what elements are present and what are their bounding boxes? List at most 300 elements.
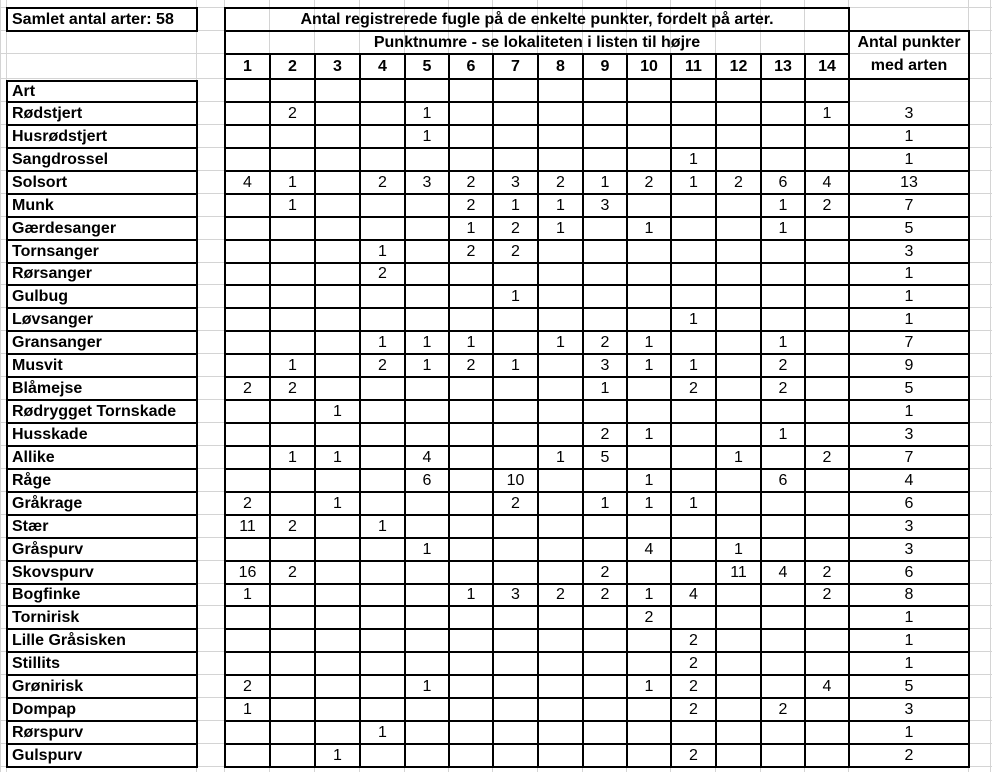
point-header-5[interactable]: 5 [422,57,432,75]
count-cell[interactable] [316,722,359,743]
count-cell[interactable]: 5 [600,448,610,466]
count-cell[interactable]: 2 [378,356,387,374]
count-cell[interactable] [450,401,492,422]
count-cell[interactable] [406,699,448,720]
species-name[interactable]: Gråkrage [12,494,83,512]
count-cell[interactable] [672,401,715,422]
count-cell[interactable] [450,699,492,720]
count-cell[interactable] [271,424,314,445]
count-cell[interactable] [271,149,314,170]
count-cell[interactable] [361,195,404,216]
species-name[interactable]: Allike [12,448,55,466]
count-cell[interactable] [450,149,492,170]
count-cell[interactable] [361,286,404,307]
count-cell[interactable] [406,630,448,651]
count-cell[interactable] [762,241,804,262]
count-cell[interactable] [316,424,359,445]
count-cell[interactable] [406,607,448,628]
species-name[interactable]: Løvsanger [12,310,93,328]
species-name[interactable]: Musvit [12,356,63,374]
count-cell[interactable] [628,286,670,307]
count-cell[interactable] [316,264,359,284]
count-cell[interactable] [628,745,670,766]
count-cell[interactable]: 1 [556,333,565,351]
count-cell[interactable] [584,607,626,628]
count-cell[interactable] [361,103,404,124]
count-cell[interactable] [450,745,492,766]
count-cell[interactable] [806,424,848,445]
count-cell[interactable]: 2 [378,265,387,282]
count-cell[interactable] [226,745,269,766]
point-header-13[interactable]: 13 [774,57,792,75]
species-name[interactable]: Skovspurv [12,563,94,581]
count-cell[interactable] [717,332,760,353]
points-count[interactable]: 5 [904,379,914,397]
count-cell[interactable] [494,516,537,537]
count-cell[interactable] [450,630,492,651]
count-cell[interactable]: 2 [466,196,476,214]
species-name[interactable]: Råge [12,471,52,489]
count-cell[interactable]: 1 [556,219,565,237]
count-cell[interactable]: 2 [644,173,654,191]
count-cell[interactable] [806,630,848,651]
count-cell[interactable] [717,378,760,399]
species-name[interactable]: Dompap [12,700,76,718]
count-cell[interactable] [628,516,670,537]
count-cell[interactable]: 3 [511,173,520,191]
count-cell[interactable] [361,126,404,147]
count-cell[interactable] [494,309,537,330]
count-cell[interactable] [450,676,492,697]
count-cell[interactable]: 1 [333,494,342,512]
count-cell[interactable] [584,149,626,170]
count-cell[interactable] [628,264,670,284]
count-cell[interactable] [316,195,359,216]
count-cell[interactable] [584,218,626,239]
count-cell[interactable]: 1 [689,356,698,374]
count-cell[interactable] [226,218,269,239]
count-cell[interactable]: 1 [600,173,610,191]
count-cell[interactable] [762,630,804,651]
count-cell[interactable]: 1 [644,425,654,443]
count-cell[interactable] [762,447,804,468]
point-header-11[interactable]: 11 [685,57,702,75]
count-cell[interactable] [361,218,404,239]
count-cell[interactable]: 2 [556,173,565,191]
count-cell[interactable]: 1 [778,196,788,214]
count-cell[interactable] [316,309,359,330]
count-cell[interactable] [226,195,269,216]
count-cell[interactable] [806,332,848,353]
count-cell[interactable] [628,309,670,330]
count-cell[interactable] [762,126,804,147]
count-cell[interactable]: 1 [422,333,432,351]
count-cell[interactable] [628,653,670,674]
points-count[interactable]: 13 [900,173,918,191]
count-cell[interactable] [539,264,582,284]
count-cell[interactable] [717,516,760,537]
count-cell[interactable] [717,241,760,262]
count-cell[interactable]: 4 [422,448,432,466]
species-name[interactable]: Lille Gråsisken [12,631,126,649]
count-cell[interactable] [628,630,670,651]
count-cell[interactable] [450,493,492,514]
count-cell[interactable] [717,607,760,628]
count-cell[interactable]: 1 [644,586,654,603]
count-cell[interactable] [494,562,537,583]
count-cell[interactable]: 2 [689,746,698,764]
count-cell[interactable]: 1 [333,746,342,764]
count-cell[interactable]: 1 [689,310,698,328]
count-cell[interactable]: 2 [243,494,252,512]
count-cell[interactable]: 2 [466,173,476,191]
count-cell[interactable]: 3 [511,586,520,603]
count-cell[interactable] [406,722,448,743]
count-cell[interactable] [672,103,715,124]
count-cell[interactable]: 1 [600,379,610,397]
count-cell[interactable]: 4 [689,586,698,603]
count-cell[interactable] [717,264,760,284]
count-cell[interactable] [271,539,314,560]
count-cell[interactable]: 1 [422,540,432,558]
species-name[interactable]: Tornsanger [12,242,99,260]
count-cell[interactable] [628,401,670,422]
count-cell[interactable] [494,424,537,445]
count-cell[interactable] [628,195,670,216]
count-cell[interactable] [806,493,848,514]
count-cell[interactable] [717,286,760,307]
count-cell[interactable] [494,630,537,651]
count-cell[interactable] [762,309,804,330]
count-cell[interactable] [226,355,269,376]
count-cell[interactable] [271,286,314,307]
points-count[interactable]: 1 [904,723,914,741]
points-count[interactable]: 1 [904,608,914,626]
species-name[interactable]: Grønirisk [12,677,84,695]
count-cell[interactable] [406,562,448,583]
count-cell[interactable]: 1 [511,356,520,374]
count-cell[interactable] [762,722,804,743]
count-cell[interactable] [806,539,848,560]
count-cell[interactable]: 1 [778,219,788,237]
count-cell[interactable]: 1 [333,448,342,466]
count-cell[interactable]: 1 [511,287,520,305]
points-count[interactable]: 3 [904,540,914,558]
count-cell[interactable] [406,195,448,216]
count-cell[interactable]: 1 [333,402,342,420]
count-cell[interactable] [584,516,626,537]
count-cell[interactable]: 1 [378,723,387,741]
count-cell[interactable]: 2 [778,356,788,374]
species-name[interactable]: Gærdesanger [12,219,117,237]
count-cell[interactable] [628,103,670,124]
count-cell[interactable] [762,516,804,537]
species-name[interactable]: Bogfinke [12,586,81,603]
count-cell[interactable] [717,126,760,147]
points-count[interactable]: 1 [904,127,914,145]
count-cell[interactable] [226,539,269,560]
count-cell[interactable] [450,607,492,628]
points-count[interactable]: 8 [904,586,914,603]
points-count[interactable]: 1 [904,265,914,282]
count-cell[interactable] [406,378,448,399]
count-cell[interactable] [226,424,269,445]
count-cell[interactable] [717,653,760,674]
count-cell[interactable]: 2 [689,654,698,672]
count-cell[interactable] [584,309,626,330]
count-cell[interactable] [539,745,582,766]
count-cell[interactable] [717,585,760,605]
count-cell[interactable] [316,470,359,491]
count-cell[interactable] [271,218,314,239]
count-cell[interactable] [672,126,715,147]
count-cell[interactable] [539,355,582,376]
count-cell[interactable]: 1 [822,104,832,122]
count-cell[interactable] [406,218,448,239]
count-cell[interactable]: 16 [238,563,257,581]
count-cell[interactable] [450,378,492,399]
count-cell[interactable] [316,653,359,674]
count-cell[interactable] [271,676,314,697]
count-cell[interactable] [361,493,404,514]
count-cell[interactable] [316,378,359,399]
count-cell[interactable] [226,653,269,674]
count-cell[interactable]: 2 [600,425,610,443]
count-cell[interactable] [316,585,359,605]
table-subtitle[interactable]: Punktnumre - se lokaliteten i listen til højre [373,33,701,51]
count-cell[interactable] [316,172,359,193]
count-cell[interactable] [806,607,848,628]
count-cell[interactable] [406,264,448,284]
count-cell[interactable] [584,676,626,697]
count-cell[interactable]: 1 [778,425,788,443]
count-cell[interactable]: 1 [466,333,476,351]
count-cell[interactable] [361,676,404,697]
points-count[interactable]: 5 [904,219,914,237]
species-name[interactable]: Gulbug [12,287,68,305]
count-cell[interactable] [406,424,448,445]
count-cell[interactable]: 2 [288,517,297,535]
count-cell[interactable]: 3 [422,173,432,191]
point-header-3[interactable]: 3 [333,57,342,75]
count-cell[interactable] [672,424,715,445]
count-cell[interactable] [361,585,404,605]
count-cell[interactable] [271,309,314,330]
count-cell[interactable] [628,722,670,743]
point-header-10[interactable]: 10 [640,57,658,75]
count-cell[interactable] [806,699,848,720]
count-cell[interactable] [226,264,269,284]
species-name[interactable]: Munk [12,196,54,214]
count-cell[interactable] [762,607,804,628]
count-cell[interactable]: 1 [378,333,387,351]
species-name[interactable]: Husrødstjert [12,127,108,145]
count-cell[interactable] [717,630,760,651]
count-cell[interactable]: 11 [239,517,256,535]
count-cell[interactable] [539,401,582,422]
count-cell[interactable] [406,493,448,514]
species-name[interactable]: Rørsanger [12,265,93,282]
points-count[interactable]: 4 [904,471,914,489]
count-cell[interactable] [316,355,359,376]
count-cell[interactable] [450,126,492,147]
table-title[interactable]: Antal registrerede fugle på de enkelte punkter, fordelt på arter. [300,10,774,28]
count-cell[interactable] [494,332,537,353]
count-cell[interactable] [361,539,404,560]
count-cell[interactable] [806,286,848,307]
count-cell[interactable]: 2 [778,379,788,397]
count-cell[interactable]: 1 [466,219,476,237]
count-cell[interactable]: 1 [511,196,520,214]
species-name[interactable]: Husskade [12,425,88,443]
count-cell[interactable] [539,149,582,170]
count-cell[interactable] [539,722,582,743]
species-name[interactable]: Blåmejse [12,379,83,397]
count-cell[interactable] [806,309,848,330]
count-header-line-1[interactable]: Antal punkter [857,34,961,51]
count-cell[interactable] [271,630,314,651]
count-cell[interactable] [226,332,269,353]
count-cell[interactable]: 1 [644,333,654,351]
count-cell[interactable] [584,630,626,651]
count-cell[interactable]: 4 [822,173,832,191]
points-count[interactable]: 2 [904,746,914,764]
count-cell[interactable] [672,264,715,284]
count-cell[interactable] [806,653,848,674]
count-cell[interactable]: 1 [422,127,432,145]
points-count[interactable]: 7 [904,333,914,351]
count-cell[interactable] [316,126,359,147]
count-cell[interactable] [672,607,715,628]
count-cell[interactable] [406,745,448,766]
count-cell[interactable]: 3 [600,196,610,214]
count-cell[interactable] [494,126,537,147]
count-cell[interactable] [539,424,582,445]
count-cell[interactable]: 6 [422,471,432,489]
count-cell[interactable]: 4 [243,173,252,191]
count-cell[interactable] [361,470,404,491]
count-cell[interactable] [271,470,314,491]
count-cell[interactable]: 1 [422,677,432,695]
count-cell[interactable] [494,447,537,468]
count-cell[interactable] [406,516,448,537]
points-count[interactable]: 3 [904,700,914,718]
count-cell[interactable] [271,722,314,743]
points-count[interactable]: 9 [904,356,914,374]
count-cell[interactable] [584,699,626,720]
count-cell[interactable] [361,309,404,330]
count-cell[interactable]: 1 [378,242,387,260]
count-cell[interactable] [717,195,760,216]
count-cell[interactable] [672,195,715,216]
points-count[interactable]: 1 [904,402,914,420]
count-cell[interactable]: 2 [511,219,520,237]
count-cell[interactable] [672,562,715,583]
count-cell[interactable] [539,676,582,697]
points-count[interactable]: 1 [904,631,914,649]
count-cell[interactable]: 2 [644,608,654,626]
count-cell[interactable] [584,241,626,262]
point-header-1[interactable]: 1 [243,57,252,75]
count-cell[interactable] [271,264,314,284]
species-name[interactable]: Gulspurv [12,746,83,764]
count-cell[interactable] [806,516,848,537]
count-cell[interactable]: 1 [288,196,297,214]
point-header-8[interactable]: 8 [556,57,565,75]
count-cell[interactable]: 1 [378,517,387,535]
count-cell[interactable] [672,516,715,537]
count-cell[interactable] [806,241,848,262]
count-cell[interactable] [271,493,314,514]
count-cell[interactable] [717,676,760,697]
count-cell[interactable] [361,424,404,445]
point-header-14[interactable]: 14 [818,57,836,75]
count-cell[interactable]: 1 [422,356,432,374]
count-cell[interactable] [717,424,760,445]
count-cell[interactable]: 2 [243,677,252,695]
count-cell[interactable] [762,401,804,422]
point-header-6[interactable]: 6 [466,57,476,75]
points-count[interactable]: 3 [904,517,914,535]
count-cell[interactable]: 3 [600,356,610,374]
species-name[interactable]: Gråspurv [12,540,84,558]
count-cell[interactable]: 2 [243,379,252,397]
count-cell[interactable]: 2 [466,356,476,374]
count-cell[interactable] [628,241,670,262]
count-cell[interactable] [494,607,537,628]
points-count[interactable]: 6 [904,494,914,512]
count-cell[interactable]: 2 [600,586,610,603]
count-cell[interactable] [539,126,582,147]
species-name[interactable]: Stær [12,517,49,535]
count-cell[interactable]: 1 [644,677,654,695]
count-cell[interactable]: 1 [689,173,698,191]
count-cell[interactable] [494,264,537,284]
count-cell[interactable] [806,378,848,399]
count-cell[interactable] [226,309,269,330]
count-cell[interactable] [450,516,492,537]
species-name[interactable]: Gransanger [12,333,102,351]
points-count[interactable]: 7 [904,196,914,214]
count-cell[interactable] [806,149,848,170]
count-cell[interactable] [494,378,537,399]
count-cell[interactable] [450,447,492,468]
count-cell[interactable] [494,745,537,766]
count-cell[interactable] [494,699,537,720]
count-cell[interactable]: 2 [378,173,387,191]
count-cell[interactable] [406,401,448,422]
count-cell[interactable] [762,264,804,284]
count-cell[interactable] [361,401,404,422]
count-cell[interactable]: 2 [288,104,297,122]
count-cell[interactable] [226,607,269,628]
count-cell[interactable] [450,286,492,307]
count-cell[interactable] [717,470,760,491]
count-cell[interactable] [672,447,715,468]
count-cell[interactable]: 4 [644,540,654,558]
species-name[interactable]: Rørspurv [12,723,84,741]
count-cell[interactable] [584,653,626,674]
species-name[interactable]: Rødstjert [12,104,83,122]
count-cell[interactable]: 2 [600,333,610,351]
species-name[interactable]: Solsort [12,173,68,191]
points-count[interactable]: 7 [904,448,914,466]
count-cell[interactable] [717,493,760,514]
count-cell[interactable] [494,539,537,560]
count-cell[interactable] [316,332,359,353]
count-cell[interactable]: 6 [778,173,788,191]
count-cell[interactable] [316,103,359,124]
